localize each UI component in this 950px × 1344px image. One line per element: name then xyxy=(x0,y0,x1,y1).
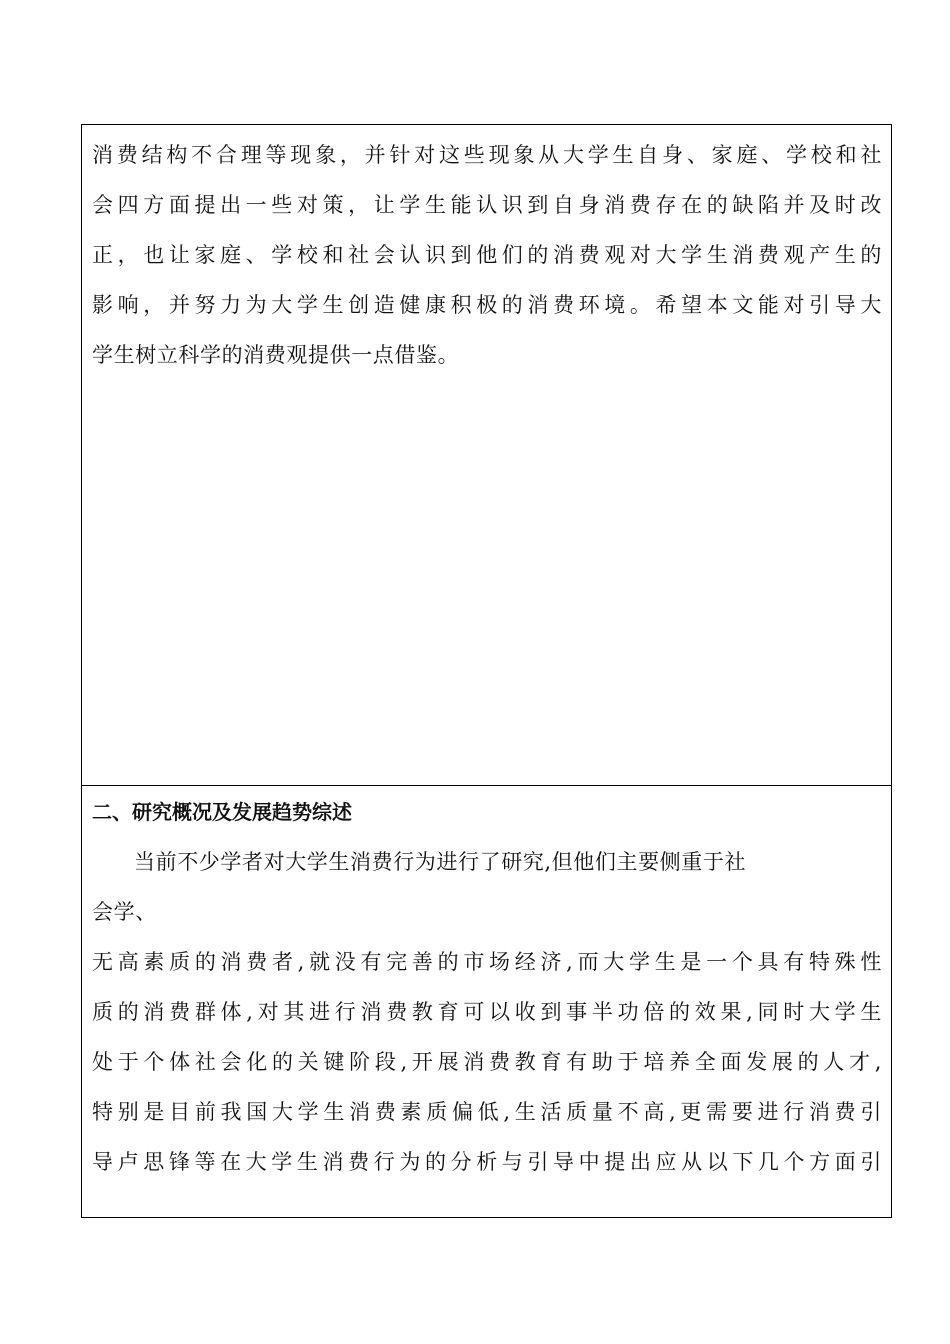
review-line-2: 会学、 xyxy=(92,900,157,924)
summary-line-1: 消费结构不合理等现象，并针对这些现象从大学生自身、家庭、学校和社 xyxy=(92,143,882,167)
summary-line-4: 影响，并努力为大学生创造健康积极的消费环境。希望本文能对引导大 xyxy=(92,293,882,317)
summary-cell xyxy=(82,125,891,786)
summary-line-3: 正，也让家庭、学校和社会认识到他们的消费观对大学生消费观产生的 xyxy=(92,243,882,267)
review-line-3: 无高素质的消费者,就没有完善的市场经济,而大学生是一个具有特殊性 xyxy=(92,950,882,974)
section-heading: 二、研究概况及发展趋势综述 xyxy=(92,800,352,824)
review-line-6: 特别是目前我国大学生消费素质偏低,生活质量不高,更需要进行消费引 xyxy=(92,1100,882,1124)
summary-line-5: 学生树立科学的消费观提供一点借鉴。 xyxy=(92,343,460,367)
review-line-1: 当前不少学者对大学生消费行为进行了研究,但他们主要侧重于社 xyxy=(134,850,747,874)
document-table xyxy=(81,124,892,1218)
review-line-5: 处于个体社会化的关键阶段,开展消费教育有助于培养全面发展的人才, xyxy=(92,1050,882,1074)
summary-line-2: 会四方面提出一些对策，让学生能认识到自身消费存在的缺陷并及时改 xyxy=(92,193,882,217)
review-line-4: 质的消费群体,对其进行消费教育可以收到事半功倍的效果,同时大学生 xyxy=(92,1000,882,1024)
review-line-7: 导卢思锋等在大学生消费行为的分析与引导中提出应从以下几个方面引 xyxy=(92,1150,882,1174)
review-cell xyxy=(82,786,891,1217)
